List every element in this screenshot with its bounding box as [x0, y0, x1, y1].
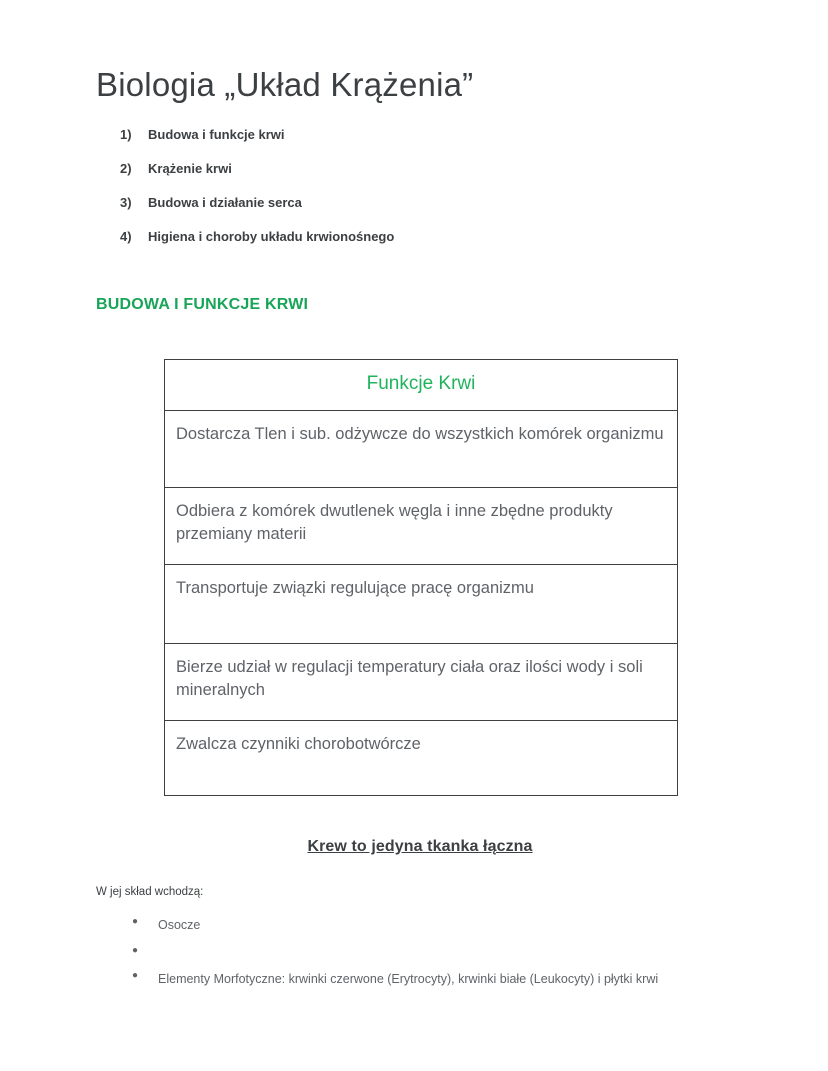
components-list — [132, 916, 744, 988]
agenda-item-number: 4) — [120, 228, 132, 244]
list-item: ● Osocze — [132, 916, 744, 934]
agenda-item — [120, 229, 744, 246]
subtitle: Krew to jedyna tkanka łączna — [307, 837, 533, 855]
table-row — [165, 487, 678, 564]
agenda-item-number: 3) — [120, 195, 132, 211]
agenda-item — [120, 161, 744, 178]
section-heading: BUDOWA I FUNKCJE KRWI — [96, 295, 309, 313]
table-cell: Dostarcza Tlen i sub. odżywcze do wszystkich komórek organizmu — [165, 410, 678, 487]
table-cell: Bierze udział w regulacji temperatury ciała oraz ilości wody i soli mineralnych — [165, 643, 678, 720]
list-item: ● Elementy Morfotyczne: krwinki czerwone (Erytrocyty), krwinki białe (Leukocyty) i płytki krwi — [132, 970, 744, 988]
agenda-item-label: Krążenie krwi — [148, 161, 232, 177]
agenda-item-label: Higiena i choroby układu krwionośnego — [148, 228, 395, 244]
agenda-item-number: 1) — [120, 127, 132, 143]
page-title: Biologia „Układ Krążenia” — [96, 66, 474, 103]
agenda-item-number: 2) — [120, 161, 132, 177]
agenda-item-label: Budowa i działanie serca — [148, 195, 302, 211]
agenda-item — [120, 195, 744, 212]
agenda-item-label: Budowa i funkcje krwi — [148, 127, 285, 143]
lead-text: W jej skład wchodzą: — [96, 885, 204, 898]
table-row — [165, 410, 678, 487]
list-item — [132, 945, 744, 959]
table-row — [165, 359, 678, 410]
funkcje-krwi-table-wrapper — [164, 359, 678, 796]
table-row — [165, 643, 678, 720]
table-row — [165, 720, 678, 795]
table-cell: Transportuje związki regulujące pracę organizmu — [165, 564, 678, 643]
table-header-cell: Funkcje Krwi — [165, 359, 678, 410]
agenda-list — [120, 127, 744, 246]
agenda-item — [120, 127, 744, 144]
table-cell: Zwalcza czynniki chorobotwórcze — [165, 720, 678, 795]
table-row — [165, 564, 678, 643]
table-cell: Odbiera z komórek dwutlenek węgla i inne zbędne produkty przemiany materii — [165, 487, 678, 564]
funkcje-krwi-table — [164, 359, 678, 796]
